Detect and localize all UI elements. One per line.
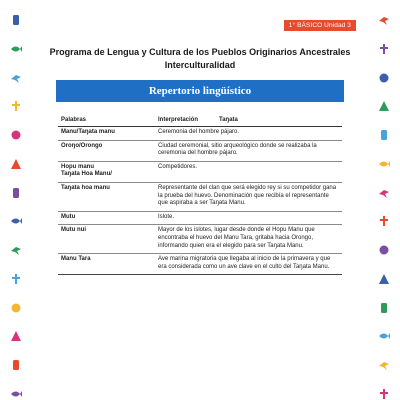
flower-icon xyxy=(378,43,390,55)
canoe-icon xyxy=(378,129,390,141)
meaning-cell: Ave marina migratoria que llegaba al inicio de la primavera y que era considerada como un ave clave en el culto del Taŋata Manu. xyxy=(155,254,342,275)
word-text: Mutu nui xyxy=(61,227,86,234)
totem-icon xyxy=(10,14,22,26)
boat-icon xyxy=(378,14,390,26)
boat-icon xyxy=(10,158,22,170)
grade-unit-badge: 1° BÁSICO Unidad 3 xyxy=(284,20,356,31)
right-decorative-border xyxy=(376,14,392,400)
meaning-cell: Islote. xyxy=(155,211,342,225)
deer-icon xyxy=(378,72,390,84)
word-text: Manu/Taŋata manu xyxy=(61,129,115,135)
left-decorative-border xyxy=(8,14,24,400)
table-row xyxy=(58,161,342,182)
shell-icon xyxy=(378,187,390,199)
document-title-line-1: Programa de Lengua y Cultura de los Pueblos Originarios Ancestrales xyxy=(49,47,351,57)
word-cell xyxy=(58,140,155,161)
llama-icon xyxy=(378,158,390,170)
llama-icon xyxy=(10,302,22,314)
table-header-row xyxy=(58,116,342,127)
penguin-icon xyxy=(378,244,390,256)
deer-icon xyxy=(10,215,22,227)
meaning-cell: Mayor de los islotes, lugar desde donde el Hopu Manu que encontraba el huevo del Manu Tara, gritaba hacia Orongo, informando quien era el elegido para ser Taŋata Manu. xyxy=(155,225,342,254)
meaning-cell: Ciudad ceremonial, sitio arqueológico donde se realizaba la ceremonia del hombre pájaro. xyxy=(155,140,342,161)
word-text: Taŋata Hoa Manu/ xyxy=(61,171,112,178)
section-header: Repertorio lingüístico xyxy=(56,80,344,102)
table-row xyxy=(58,225,342,254)
table-body xyxy=(58,127,342,275)
table-row xyxy=(58,182,342,211)
word-cell xyxy=(58,225,155,254)
drum-icon xyxy=(378,100,390,112)
document-title-line-2: Interculturalidad xyxy=(164,59,236,70)
word-cell xyxy=(58,254,155,275)
table-row xyxy=(58,211,342,225)
document-title xyxy=(40,46,360,71)
moai-icon xyxy=(378,388,390,400)
word-cell xyxy=(58,182,155,211)
word-cell xyxy=(58,211,155,225)
word-text: Oroŋo/Orongo xyxy=(61,142,103,149)
bird-icon xyxy=(378,330,390,342)
penguin-icon xyxy=(10,388,22,400)
word-cell xyxy=(58,161,155,182)
canoe-icon xyxy=(10,273,22,285)
table-row xyxy=(58,127,342,141)
shell-icon xyxy=(10,330,22,342)
bird-icon xyxy=(10,72,22,84)
drum-icon xyxy=(10,244,22,256)
table-row xyxy=(58,254,342,275)
word-text: Taŋata hoa manu xyxy=(61,184,110,191)
word-text: Manu Tara xyxy=(61,256,91,263)
header-palabras: Palabras xyxy=(58,116,155,127)
meaning-cell: Competidores. xyxy=(155,161,342,182)
flame-icon xyxy=(378,215,390,227)
word-cell xyxy=(58,127,155,141)
word-text: Hopu manu xyxy=(61,163,94,170)
header-tangata: Taŋata xyxy=(216,116,342,127)
flame-icon xyxy=(10,359,22,371)
figure-icon xyxy=(378,359,390,371)
word-text: Mutu xyxy=(61,213,76,220)
meaning-cell: Representante del clan que será elegido rey si su competidor gana la prueba del huevo. Denominación que recibía el representante que aspiraba a ser Taŋata Manu. xyxy=(155,182,342,211)
flower-icon xyxy=(10,187,22,199)
fish-icon xyxy=(10,43,22,55)
table-row xyxy=(58,140,342,161)
fish-icon xyxy=(378,302,390,314)
header-interpretacion: Interpretación xyxy=(155,116,216,127)
moai-icon xyxy=(10,129,22,141)
totem-icon xyxy=(378,273,390,285)
meaning-cell: Ceremonia del hombre pájaro. xyxy=(155,127,342,141)
figure-icon xyxy=(10,100,22,112)
vocabulary-table xyxy=(58,116,342,275)
